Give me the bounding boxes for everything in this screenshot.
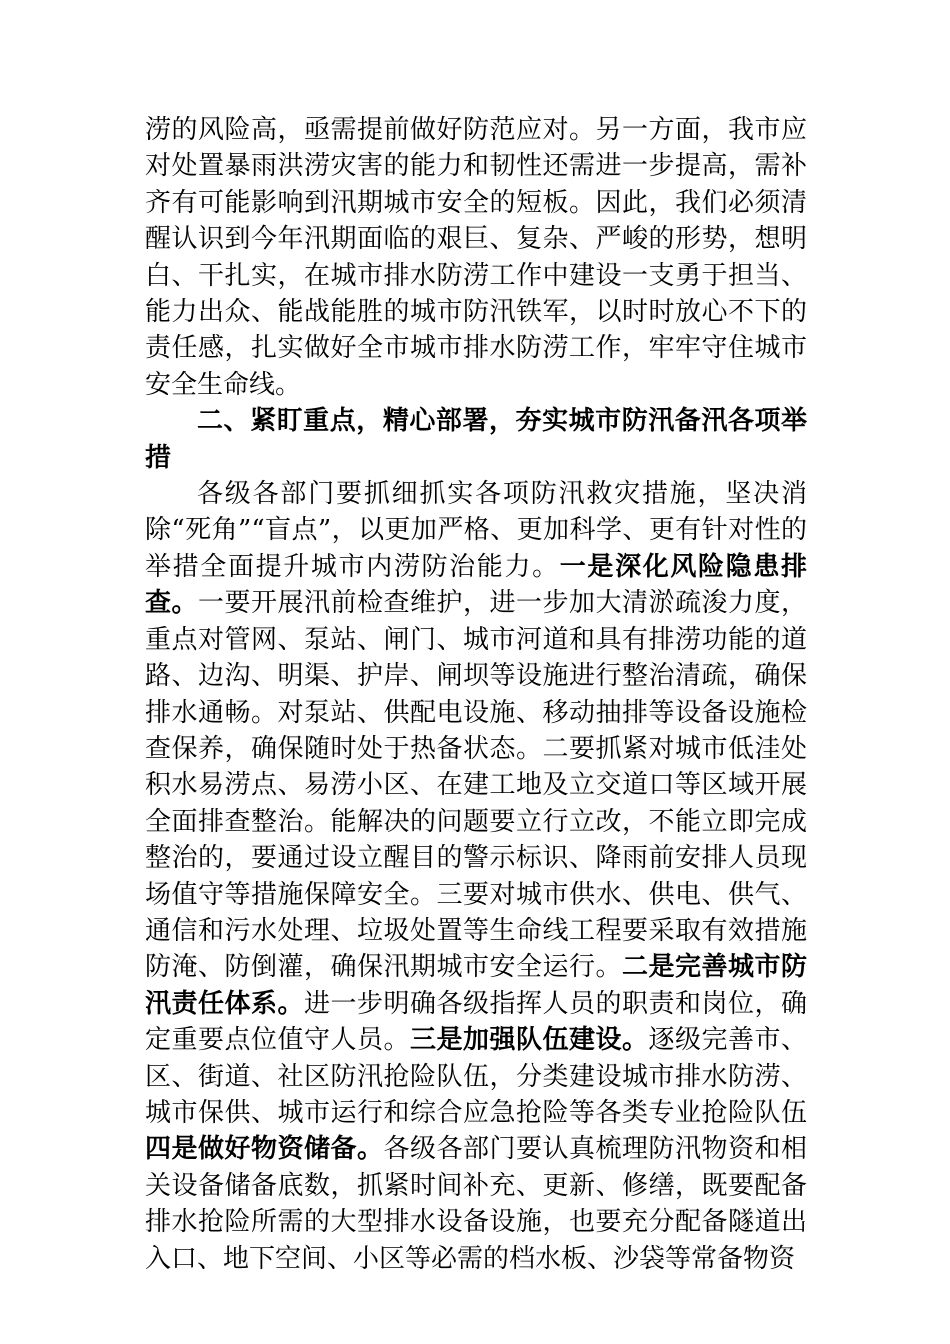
document-page xyxy=(145,112,807,1277)
section-body-paragraph xyxy=(145,476,807,1277)
key-point-1-title: 一是深化风险隐患排查。 xyxy=(145,551,807,619)
section-heading: 二、紧盯重点，精心部署，夯实城市防汛备汛各项举措 xyxy=(145,406,807,473)
key-point-4-text: 各级各部门要认真梳理防汛物资和相关设备储备底数，抓紧时间补充、更新、修缮，既要配备排水抢险所需的大型排水设备设施，也要充分配备隧道出入口、地下空间、小区等必需的档水板、沙袋等常备物资 xyxy=(145,1134,807,1274)
key-point-3-text: 逐级完善市、区、街道、社区防汛抢险队伍，分类建设城市排水防涝、城市保供、城市运行和综合应急抢险等各类专业抢险队伍 xyxy=(145,1025,807,1128)
key-point-1-text: 一要开展汛前检查维护，进一步加大清淤疏浚力度，重点对管网、泵站、闸门、城市河道和具有排涝功能的道路、边沟、明渠、护岸、闸坝等设施进行整治清疏，确保排水通畅。对泵站、供配电设施、移动抽排等设备设施检查保养，确保随时处于热备状态。二要抓紧对城市低洼处积水易涝点、易涝小区、在建工地及立交道口等区域开展全面排查整治。能解决的问题要立行立改，不能立即完成整治的，要通过设立醒目的警示标识、降雨前安排人员现场值守等措施保障安全。三要对城市供水、供电、供气、通信和污水处理、垃圾处置等生命线工程要采取有效措施防淹、防倒灌，确保汛期城市安全运行。 xyxy=(145,588,807,983)
key-point-3-title: 三是加强队伍建设。 xyxy=(409,1025,649,1056)
intro-text: 各级各部门要抓细抓实各项防汛救灾措施，坚决消除“死角”“盲点”，以更加严格、更加科学、更有针对性的举措全面提升城市内涝防治能力。 xyxy=(145,479,807,582)
key-point-2-title: 二是完善城市防汛责任体系。 xyxy=(145,952,807,1019)
key-point-4-title: 四是做好物资储备。 xyxy=(145,1134,384,1165)
paragraph-continuation: 涝的风险高，亟需提前做好防范应对。另一方面，我市应对处置暴雨洪涝灾害的能力和韧性还需进一步提高，需补齐有可能影响到汛期城市安全的短板。因此，我们必须清醒认识到今年汛期面临的艰巨、复杂、严峻的形势，想明白、干扎实，在城市排水防涝工作中建设一支勇于担当、能力出众、能战能胜的城市防汛铁军，以时时放心不下的责任感，扎实做好全市城市排水防涝工作，牢牢守住城市安全生命线。 xyxy=(145,115,807,400)
key-point-2-text: 进一步明确各级指挥人员的职责和岗位，确定重要点位值守人员。 xyxy=(145,988,807,1056)
